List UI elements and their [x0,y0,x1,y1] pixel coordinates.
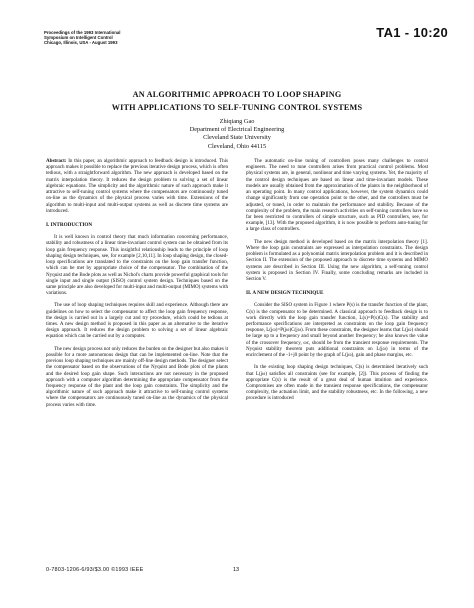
section-heading-introduction: I. INTRODUCTION [46,221,93,228]
title-line-1: AN ALGORITHMIC APPROACH TO LOOP SHAPING [132,90,342,99]
right-paragraph-3: Consider the SISO system in Figure 1 where P(s) is the transfer function of the plant, C(s) is the compensator to be determined. A classical approach to feedback design is to work directly with the loop gain transfer function, L(s)=P(s)C(s). The stability and performance specifications are interpreted as constraints on the loop gain frequency response, L(jω)=P(jω)C(jω). From these constraints, the designer learns that L(jω) should be large up to a frequency and small beyond another frequency; he also knows the value of the crossover frequency, ωc, should be from the transient response requirements. The Nyquist stability theorem puts additional constraints on L(jω) in terms of the encirclement of the -1+j0 point by the graph of L(jω), gain and phase margins, etc. [246,302,428,359]
title-line-2: WITH APPLICATIONS TO SELF-TUNING CONTROL SYSTEMS [111,103,363,112]
section-heading-new-design: II. A NEW DESIGN TECHNIQUE [246,290,324,297]
author-city: Cleveland, Ohio 44115 [207,142,267,150]
abstract [46,158,228,214]
author-name: Zhiqiang Gao [219,118,255,125]
intro-paragraph-3: The new design process not only reduces the burden on the designer but also makes it possible for a more autonomous design that can be implemented on-line. Note that the previous loop shaping techniques are mainly off-line design methods. The designer select the compensator based on the observations of the Nyquist and Bode plots of the plants and the desired loop gain shape. Such interactions are not necessary in the proposed approach with a computer algorithm determining the appropriate compensator from the frequency response of the plant and the loop gain constraints. The simplicity and the algorithmic nature of such approach make it attractive to self-tuning control systems where the compensators are continuously tuned on-line as the dynamics of the physical process varies with time. [46,345,228,408]
right-paragraph-1: The automatic on-line tuning of controllers poses many challenges to control engineers. The need to tune controllers arises from practical control problems. Most physical systems are, in general, nonlinear and time varying systems. Yet, the majority of the control design techniques are based on linear and time-invariant models. These models are usually obtained from the approximation of the plants in the neighborhood of an operating point. In many control applications, however, the system dynamics could change significantly from one operation point to the other, and the controllers must be adjusted, or tuned, in order to maintain the performance and stability. Because of the complexity of the problem, the main research activities on self-tuning controllers have so far been restricted to controllers of simple structure, such as PID controllers, see, for example, [13]. With the proposed algorithm, it is now possible to perform auto-tuning for a large class of controllers. [246,158,428,233]
copyright-footer: 0-7803-1206-6/93/$3.00 ©1993 IEEE [46,567,144,573]
author-department: Department of Electrical Engineering [189,126,285,134]
proceedings-line-3: Chicago, Illinois, USA - August 1993 [44,40,118,46]
right-paragraph-2: The new design method is developed based on the matrix interpolation theory [1]. Where the loop gain constraints are expressed as interpolation constraints. The design problem is formulated as a polynomial matrix interpolation problem and it is described in Section II. The extension of the proposed approach to discrete time systems and MIMO systems are described in Section III. Using the new algorithm, a self-tuning control system is proposed in Section IV. Finally, some concluding remarks are included in Section V. [246,238,428,282]
right-column [246,158,428,408]
author-university: Cleveland State University [203,134,271,142]
proceedings-header [44,30,234,46]
author-block [40,118,434,151]
proceedings-line-1: Proceedings of the 1993 International [44,30,121,35]
left-column [46,158,228,414]
proceedings-line-2: Symposium on Intelligent Control [44,35,113,41]
abstract-text: In this paper, an algorithmic approach to feedback design is introduced. This approach makes it possible to replace the previous iterative design process, which is often tedious, with a straightforward algorithm. The new approach is developed based on the matrix interpolation theory. It reduces the design problem to solving a set of linear algebraic equations. The simplicity and the algorithmic nature of such approach make it attractive to self-tuning control systems where the compensators are continuously tuned on-line as the dynamics of the physical process varies with time. Extensions of the algorithm to multi-input and multi-output systems as well as discrete time systems are introduced. [46,158,229,214]
right-paragraph-4: In the existing loop shaping design techniques, C(s) is determined iteratively such that L(jω) satisfies all constraints (see for example, [2]). This process of finding the appropriate C(s) is the result of a great deal of human intuition and experience. Compromises are often made in the transient response specifications, the compensator complexity, the actuation limit, and the stability robustness, etc. In the following, a new procedure is introduced [246,364,428,402]
intro-paragraph-1: It is well known in control theory that much information concerning performance, stability and robustness of a linear time-invariant control system can be obtained from its loop gain frequency response. This insightful relationship leads to the principle of loop shaping design techniques, see, for example [2,10,11]. In loop shaping design, the closed-loop specifications are translated to the constraints on the loop gain transfer function, which can be met by appropriate choice of the compensator. The combination of the Nyquist and the Bode plots as well as Nichol's charts provide powerful graphical tools for single input and single output (SISO) control system design. Techniques based on the same principle are also developed for multi-input and multi-output (MIMO) systems with variations. [46,234,228,297]
page-number: 13 [233,567,240,573]
intro-paragraph-2: The use of loop shaping techniques requires skill and experience. Although there are guidelines on how to select the compensator to affect the loop gain frequency response, the design is carried out in a largely cut and try procedure, which could be tedious at times. A new design method is proposed in this paper as an alternative to the iterative design approach. It reduces the design problem to solving a set of linear algebraic equation which can be carried out by a computer. [46,302,228,340]
session-tag: TA1 - 10:20 [376,25,448,40]
abstract-label: Abstract: [46,158,67,164]
paper-title [40,88,434,114]
